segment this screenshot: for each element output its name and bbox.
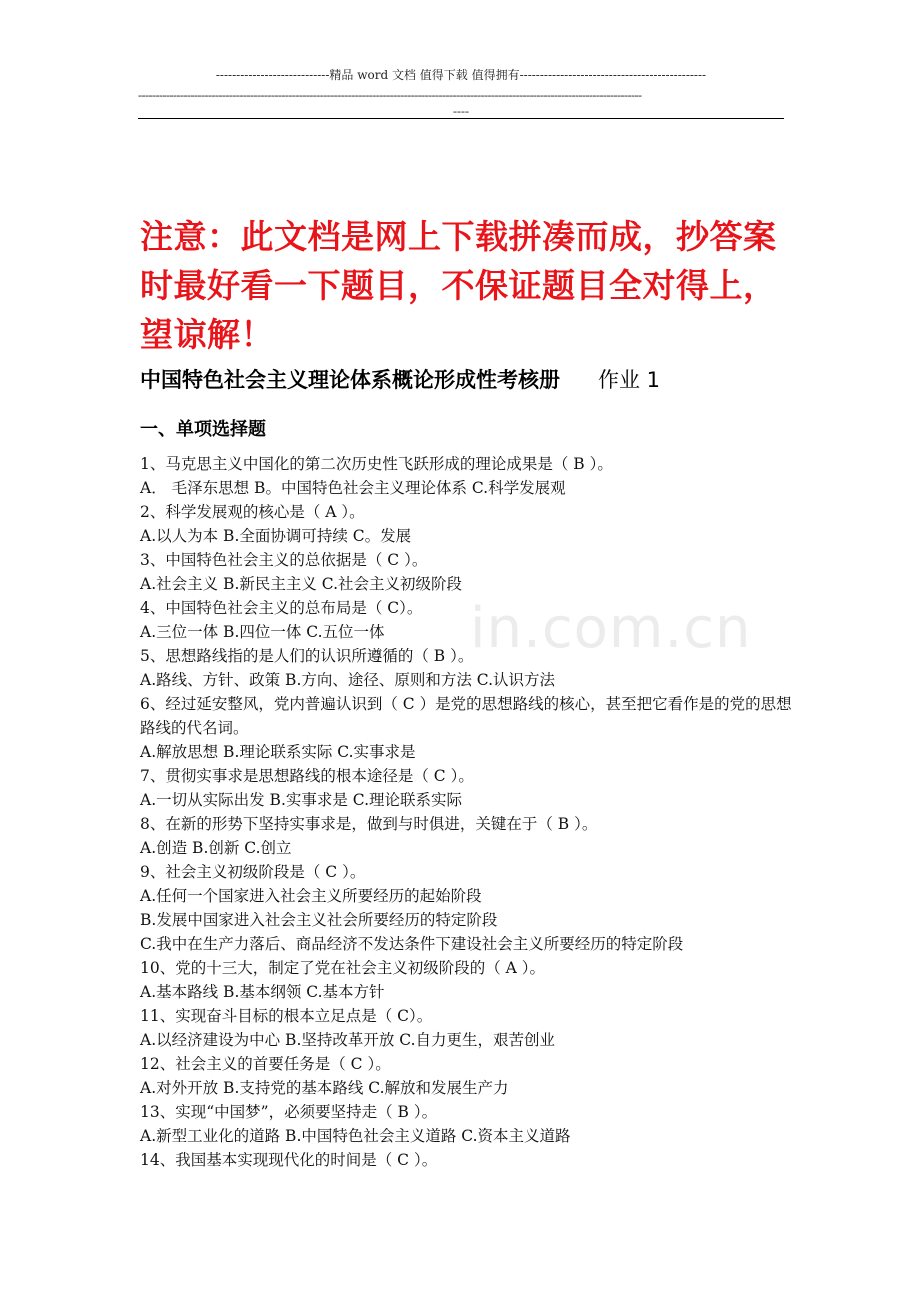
question-line: 9、社会主义初级阶段是（ C ）。 — [140, 863, 366, 881]
question-line: 13、实现“中国梦”，必须要坚持走（ B ）。 — [140, 1103, 438, 1121]
question-line: 4、中国特色社会主义的总布局是（ C）。 — [140, 599, 423, 617]
question-list — [140, 452, 792, 1172]
answer-options: A.以人为本 B.全面协调可持续 C。发展 — [140, 527, 412, 545]
answer-options: A.基本路线 B.基本纲领 C.基本方针 — [140, 983, 385, 1001]
question-line: 1、马克思主义中国化的第二次历史性飞跃形成的理论成果是（ B ）。 — [140, 455, 613, 473]
answer-option: A.任何一个国家进入社会主义所要经历的起始阶段 — [140, 887, 482, 905]
question-line: 3、中国特色社会主义的总依据是（ C ）。 — [140, 551, 428, 569]
answer-options: A.创造 B.创新 C.创立 — [140, 839, 292, 857]
answer-option: B.发展中国家进入社会主义社会所要经历的特定阶段 — [140, 911, 498, 929]
answer-option: C.我中在生产力落后、商品经济不发达条件下建设社会主义所要经历的特定阶段 — [140, 935, 684, 953]
question-line: 5、思想路线指的是人们的认识所遵循的（ B ）。 — [140, 647, 474, 665]
header-rule — [138, 118, 784, 119]
watermark: in.com.cn — [470, 596, 752, 661]
header-banner: ----------------------------精品 word 文档 值得下载 值得拥有---------------------------------------------- — [215, 68, 707, 82]
section-heading: 一、单项选择题 — [140, 419, 266, 440]
header-dash-tail: ---- — [453, 104, 469, 118]
question-line: 2、科学发展观的核心是（ A ）。 — [140, 503, 365, 521]
answer-options: A.以经济建设为中心 B.坚持改革开放 C.自力更生，艰苦创业 — [140, 1031, 556, 1049]
answer-options: A． 毛泽东思想 B。中国特色社会主义理论体系 C.科学发展观 — [140, 479, 566, 497]
notice-warning: 注意：此文档是网上下载拼凑而成，抄答案时最好看一下题目，不保证题目全对得上，望谅解！ — [140, 217, 777, 354]
title-assignment: 作业 1 — [598, 368, 661, 392]
question-line: 14、我国基本实现现代化的时间是（ C ）。 — [140, 1151, 438, 1169]
question-line: 11、实现奋斗目标的根本立足点是（ C）。 — [140, 1007, 433, 1025]
answer-options: A.路线、方针、政策 B.方向、途径、原则和方法 C.认识方法 — [140, 671, 556, 689]
question-line: 12、社会主义的首要任务是（ C ）。 — [140, 1055, 391, 1073]
header-dash-line: ------------------------------------------------------------------------------------------------------------------------------------------------ — [138, 88, 642, 102]
answer-options: A.对外开放 B.支持党的基本路线 C.解放和发展生产力 — [140, 1079, 509, 1097]
answer-options: A.三位一体 B.四位一体 C.五位一体 — [140, 623, 385, 641]
question-line: 10、党的十三大，制定了党在社会主义初级阶段的（ A ）。 — [140, 959, 546, 977]
question-line: 7、贯彻实事求是思想路线的根本途径是（ C ）。 — [140, 767, 474, 785]
answer-options: A.一切从实际出发 B.实事求是 C.理论联系实际 — [140, 791, 463, 809]
document-title — [140, 364, 790, 394]
question-line: 6、经过延安整风，党内普遍认识到（ C ）是党的思想路线的核心，甚至把它看作是的党的思想路线的代名词。 — [140, 695, 792, 737]
answer-options: A.社会主义 B.新民主主义 C.社会主义初级阶段 — [140, 575, 463, 593]
title-main: 中国特色社会主义理论体系概论形成性考核册 — [140, 368, 560, 392]
answer-options: A.解放思想 B.理论联系实际 C.实事求是 — [140, 743, 416, 761]
question-line: 8、在新的形势下坚持实事求是，做到与时俱进，关键在于（ B ）。 — [140, 815, 598, 833]
answer-options: A.新型工业化的道路 B.中国特色社会主义道路 C.资本主义道路 — [140, 1127, 571, 1145]
